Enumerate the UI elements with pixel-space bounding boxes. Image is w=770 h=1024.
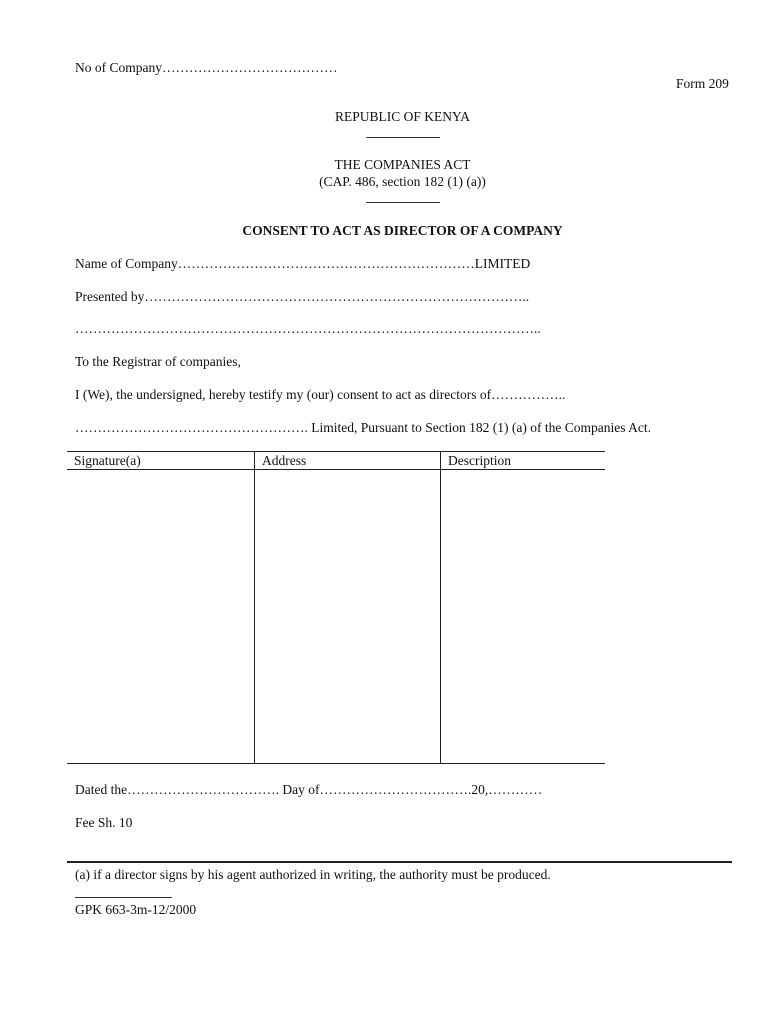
address-column-header: Address xyxy=(255,452,441,470)
description-cell[interactable] xyxy=(441,470,606,764)
form-number: Form 209 xyxy=(676,76,729,91)
table-header-row xyxy=(67,452,605,470)
citation-divider xyxy=(366,202,440,203)
signature-column-header: Signature(a) xyxy=(67,452,255,470)
dated-field[interactable]: Dated the……………………………. Day of…………………………….20,………… xyxy=(75,782,543,797)
footnote: (a) if a director signs by his agent authorized in writing, the authority must be produced. xyxy=(75,867,551,882)
consent-statement[interactable]: I (We), the undersigned, hereby testify my (our) consent to act as directors of…………….. xyxy=(75,387,566,402)
signature-cell[interactable] xyxy=(67,470,255,764)
act-citation: (CAP. 486, section 182 (1) (a)) xyxy=(319,174,486,189)
description-column-header: Description xyxy=(441,452,606,470)
print-code-rule xyxy=(75,897,172,898)
heading-divider xyxy=(366,137,440,138)
presented-by-field[interactable]: Presented by………………………………………………………………………….. xyxy=(75,289,530,304)
print-code: GPK 663-3m-12/2000 xyxy=(75,902,197,917)
form-title: CONSENT TO ACT AS DIRECTOR OF A COMPANY xyxy=(242,223,563,238)
directors-table xyxy=(67,451,605,764)
republic-heading: REPUBLIC OF KENYA xyxy=(334,109,470,124)
addressee-line: To the Registrar of companies, xyxy=(75,354,241,369)
company-name-field[interactable]: Name of Company…………………………………………………………LIMITED xyxy=(75,256,531,271)
limited-statement[interactable]: ……………………………………………. Limited, Pursuant to Section 182 (1) (a) of the Companies Act. xyxy=(75,420,651,435)
footnote-separator xyxy=(67,861,732,863)
fee-label: Fee Sh. 10 xyxy=(75,815,133,830)
company-number-field[interactable]: No of Company………………………………… xyxy=(75,60,338,75)
act-heading: THE COMPANIES ACT xyxy=(334,157,471,172)
presented-by-continuation[interactable]: ………………………………………………………………………………………….. xyxy=(75,321,541,336)
table-row xyxy=(67,470,605,764)
address-cell[interactable] xyxy=(255,470,441,764)
